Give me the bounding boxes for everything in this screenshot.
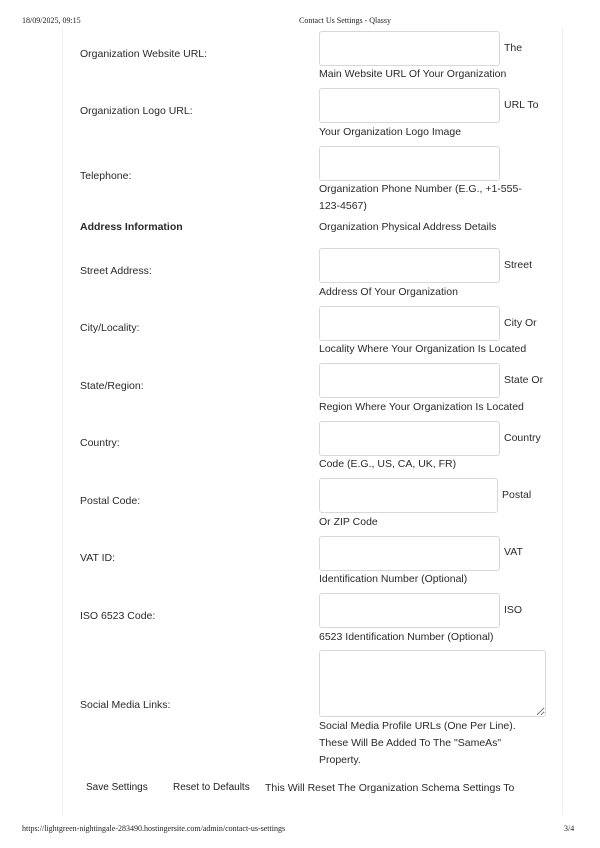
address-section-heading: Address Information xyxy=(80,221,183,233)
telephone-label: Telephone: xyxy=(80,170,132,182)
street-address-label: Street Address: xyxy=(80,265,152,277)
vat-id-label: VAT ID: xyxy=(80,552,116,564)
postal-code-input[interactable] xyxy=(319,478,498,513)
social-links-textarea[interactable] xyxy=(319,650,546,717)
print-datetime: 18/09/2025, 09:15 xyxy=(22,16,81,25)
state-help-inline: State Or xyxy=(504,374,544,386)
vat-id-help: Identification Number (Optional) xyxy=(319,573,468,585)
city-label: City/Locality: xyxy=(80,322,140,334)
postal-code-help-inline: Postal xyxy=(502,489,532,501)
print-header xyxy=(0,16,600,28)
iso-code-label: ISO 6523 Code: xyxy=(80,610,156,622)
postal-code-help: Or ZIP Code xyxy=(319,516,378,528)
country-label: Country: xyxy=(80,437,120,449)
city-input[interactable] xyxy=(319,306,500,341)
save-settings-button[interactable]: Save Settings xyxy=(86,782,148,793)
telephone-input[interactable] xyxy=(319,146,500,181)
social-links-label: Social Media Links: xyxy=(80,699,171,711)
iso-code-input[interactable] xyxy=(319,593,500,628)
website-url-label: Organization Website URL: xyxy=(80,48,208,60)
logo-url-help-inline: URL To xyxy=(504,99,539,111)
street-address-help-inline: Street xyxy=(504,259,533,271)
print-url: https://lightgreen-nightingale-283490.hostingersite.com/admin/contact-us-settings xyxy=(22,824,286,833)
reset-note: This Will Reset The Organization Schema Settings To xyxy=(265,782,515,794)
country-help: Code (E.G., US, CA, UK, FR) xyxy=(319,458,457,470)
website-url-input[interactable] xyxy=(319,31,500,66)
print-page-title: Contact Us Settings - Qlassy xyxy=(299,16,391,25)
logo-url-label: Organization Logo URL: xyxy=(80,105,193,117)
logo-url-help: Your Organization Logo Image xyxy=(319,126,462,138)
city-help: Locality Where Your Organization Is Located xyxy=(319,343,527,355)
iso-code-help-inline: ISO xyxy=(504,604,523,616)
iso-code-help: 6523 Identification Number (Optional) xyxy=(319,631,494,643)
print-page-number: 3/4 xyxy=(564,824,575,833)
reset-defaults-button[interactable]: Reset to Defaults xyxy=(173,782,250,793)
print-footer xyxy=(0,824,600,836)
logo-url-input[interactable] xyxy=(319,88,500,123)
social-links-help: Social Media Profile URLs (One Per Line). These Will Be Added To The "SameAs" Property. xyxy=(319,720,516,766)
country-input[interactable] xyxy=(319,421,500,456)
vat-id-help-inline: VAT xyxy=(504,546,523,558)
website-url-help: Main Website URL Of Your Organization xyxy=(319,68,507,80)
postal-code-label: Postal Code: xyxy=(80,495,141,507)
country-help-inline: Country xyxy=(504,432,541,444)
street-address-input[interactable] xyxy=(319,248,500,283)
state-label: State/Region: xyxy=(80,380,144,392)
telephone-help: Organization Phone Number (E.G., +1-555-123-4567) xyxy=(319,183,522,212)
website-url-help-inline: The xyxy=(504,42,523,54)
state-help: Region Where Your Organization Is Located xyxy=(319,401,524,413)
state-input[interactable] xyxy=(319,363,500,398)
city-help-inline: City Or xyxy=(504,317,537,329)
street-address-help: Address Of Your Organization xyxy=(319,286,458,298)
address-section-description: Organization Physical Address Details xyxy=(319,221,497,233)
vat-id-input[interactable] xyxy=(319,536,500,571)
